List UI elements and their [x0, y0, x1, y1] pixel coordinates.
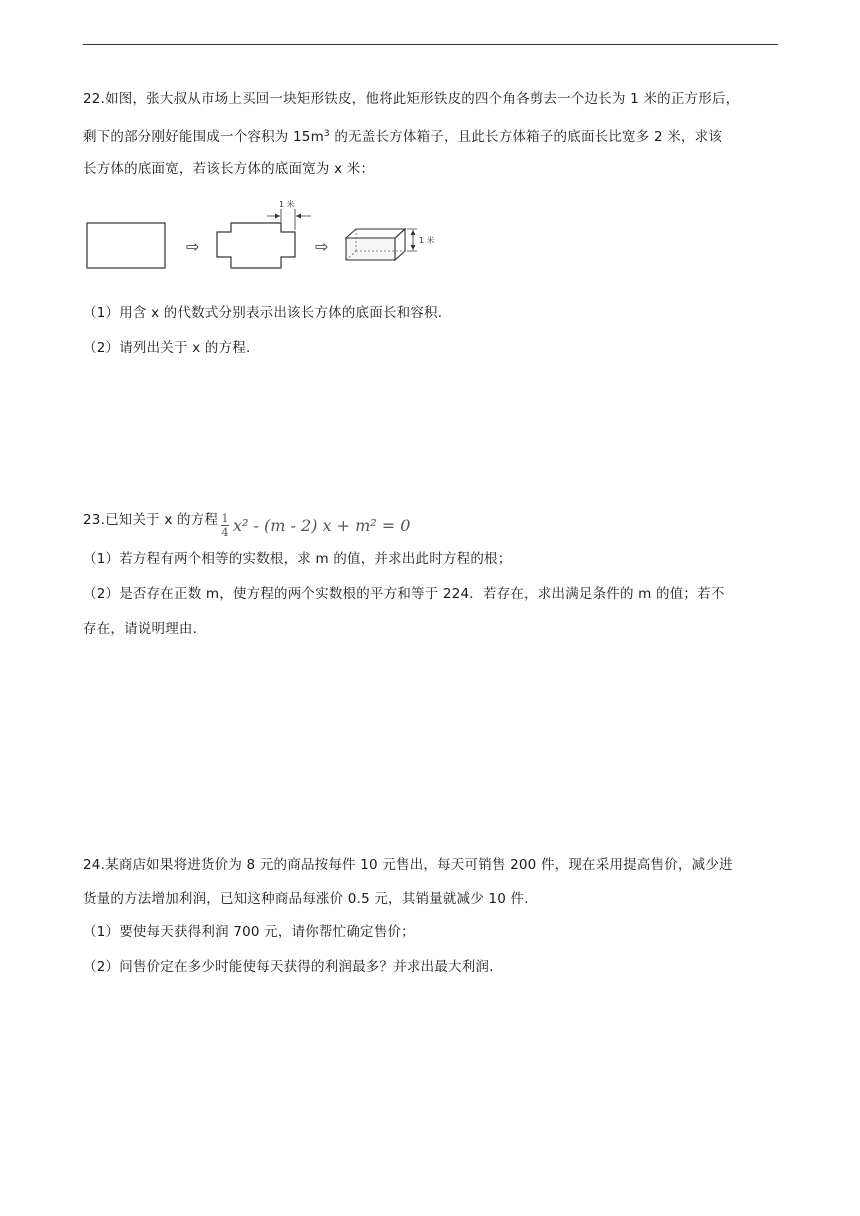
q22-sub-1: （1）用含 x 的代数式分别表示出该长方体的底面长和容积.	[83, 305, 443, 321]
q23-sub-2-line-2: 存在，请说明理由.	[83, 621, 198, 637]
q22-line-2-b: 的无盖长方体箱子，且此长方体箱子的底面长比宽多 2 米，求该	[329, 129, 723, 145]
q23-intro: 23.已知关于 x 的方程	[83, 512, 219, 528]
q22-superscript: 3	[323, 129, 330, 139]
q23-equation-body: x² - (m - 2) x + m² = 0	[233, 516, 411, 535]
q22-figure	[83, 196, 463, 276]
q22-sub-2: （2）请列出关于 x 的方程.	[83, 340, 251, 356]
q23-fraction-denominator: 4	[221, 526, 229, 539]
dim-arrowhead-right	[296, 214, 301, 219]
height-arrowhead-top	[411, 230, 416, 235]
cut-size-label: 1 米	[279, 200, 295, 209]
q22-line-2	[83, 124, 722, 147]
q24-sub-1: （1）要使每天获得利润 700 元，请你帮忙确定售价；	[83, 924, 415, 940]
q23-equation	[221, 507, 410, 538]
q24-line-1: 24.某商店如果将进货价为 8 元的商品按每件 10 元售出，每天可销售 200 件，现在采用提高售价，减少进	[83, 857, 733, 873]
header-rule	[83, 44, 778, 45]
q22-line-1: 22.如图，张大叔从市场上买回一块矩形铁皮，他将此矩形铁皮的四个角各剪去一个边长为 1 米的正方形后，	[83, 91, 740, 107]
height-label: 1 米	[419, 236, 435, 245]
q24-sub-2: （2）问售价定在多少时能使每天获得的利润最多？并求出最大利润.	[83, 959, 494, 975]
q22-line-2-a: 剩下的部分刚好能围成一个容积为 15m	[83, 129, 324, 145]
q23-fraction-numerator: 1	[221, 512, 229, 525]
cut-sheet-shape	[217, 223, 295, 268]
q22-line-3: 长方体的底面宽，若该长方体的底面宽为 x 米：	[83, 161, 375, 177]
height-arrowhead-bottom	[411, 245, 416, 250]
open-box-drawing	[346, 229, 405, 260]
sheet-rectangle	[87, 223, 165, 268]
q23-sub-1: （1）若方程有两个相等的实数根，求 m 的值，并求出此时方程的根；	[83, 551, 512, 567]
arrow-2-icon: ⇨	[315, 237, 329, 256]
arrow-1-icon: ⇨	[186, 237, 200, 256]
q24-line-2: 货量的方法增加利润，已知这种商品每涨价 0.5 元，其销量就减少 10 件.	[83, 891, 529, 907]
q23-sub-2-line-1: （2）是否存在正数 m，使方程的两个实数根的平方和等于 224．若存在，求出满足条件的 m 的值；若不	[83, 586, 725, 602]
q23-fraction	[221, 513, 229, 538]
dim-arrowhead-left	[275, 214, 280, 219]
